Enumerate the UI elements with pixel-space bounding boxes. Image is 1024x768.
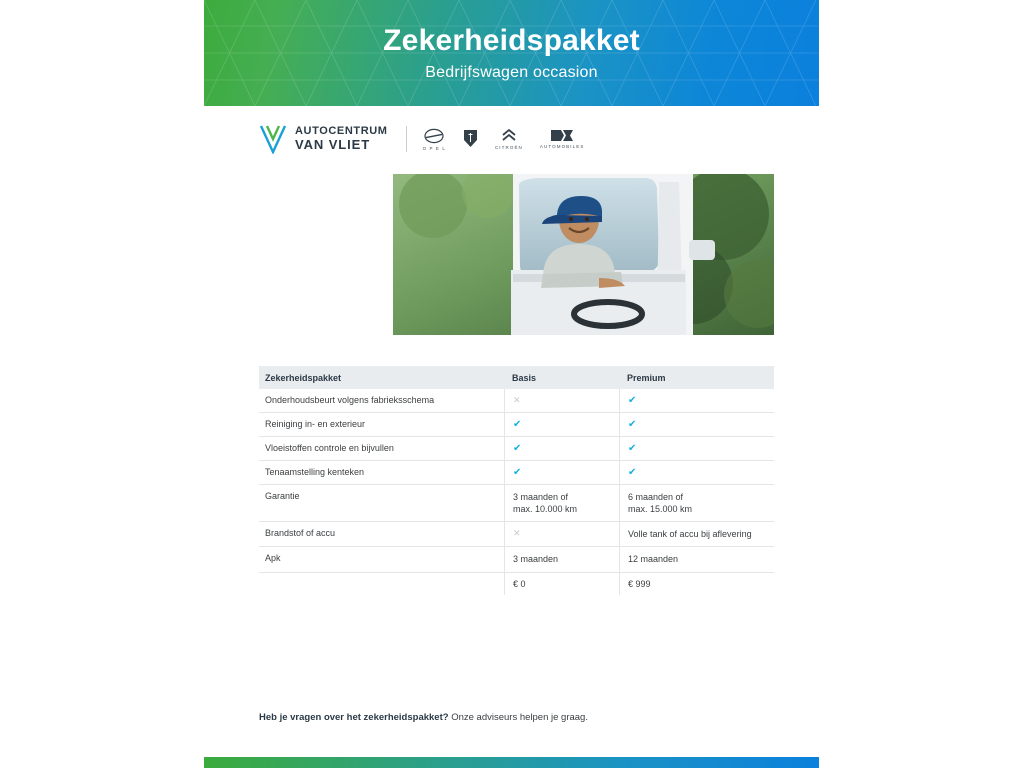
- row-feature: Tenaamstelling kenteken: [265, 467, 365, 477]
- table-row: [259, 389, 774, 413]
- brand-divider: [406, 126, 407, 152]
- row-basis: [504, 461, 619, 484]
- price-feature: [259, 573, 504, 595]
- row-basis: [504, 413, 619, 436]
- row-premium: [619, 413, 774, 436]
- row-basis: [504, 389, 619, 412]
- row-feature: Reiniging in- en exterieur: [265, 419, 366, 429]
- opel-label: O P E L: [422, 145, 446, 151]
- partner-citroen: [495, 128, 523, 150]
- row-basis: [504, 485, 619, 521]
- row-premium: [619, 389, 774, 412]
- table-header-row: [259, 366, 774, 389]
- peugeot-icon: [463, 129, 478, 148]
- package-comparison-table: [259, 366, 774, 595]
- cross-icon: ✕: [513, 528, 521, 539]
- cross-icon: ✕: [513, 395, 521, 405]
- citroen-icon: [500, 128, 518, 143]
- row-premium-line1: Volle tank of accu bij aflevering: [628, 529, 752, 540]
- row-premium-line2: max. 15.000 km: [628, 504, 693, 515]
- table-row: [259, 413, 774, 437]
- header-feature: Zekerheidspakket: [265, 373, 342, 383]
- row-basis: [504, 547, 619, 571]
- footer-bar: [204, 757, 819, 768]
- row-premium: [619, 547, 774, 571]
- row-feature: Garantie: [265, 491, 300, 501]
- page-title: Zekerheidspakket: [383, 24, 640, 57]
- check-icon: ✔: [628, 467, 637, 478]
- row-feature: Brandstof of accu: [265, 528, 336, 539]
- brand-row: [259, 121, 799, 157]
- hero-photo: [393, 174, 774, 335]
- citroen-label: CITROËN: [494, 145, 523, 150]
- row-feature: Onderhoudsbeurt volgens fabrieksschema: [265, 395, 435, 405]
- ds-automobiles-icon: [550, 129, 574, 142]
- price-premium: € 999: [619, 573, 774, 595]
- header-basis: Basis: [512, 373, 537, 383]
- row-premium: [619, 461, 774, 484]
- row-basis: [504, 522, 619, 546]
- row-premium: [619, 437, 774, 460]
- hero-photo-image: [393, 174, 774, 335]
- table-row: [259, 485, 774, 522]
- check-icon: ✔: [513, 467, 522, 478]
- table-price-row: [259, 573, 774, 595]
- van-vliet-logo-icon: [259, 124, 287, 154]
- partner-logos: [423, 128, 585, 151]
- van-vliet-wordmark: [295, 126, 388, 151]
- partner-peugeot: [463, 129, 478, 150]
- check-icon: ✔: [628, 419, 637, 430]
- row-basis-line1: 3 maanden: [513, 554, 559, 565]
- row-premium-line1: 12 maanden: [628, 554, 679, 565]
- header-premium: Premium: [627, 373, 666, 383]
- table-row: [259, 437, 774, 461]
- row-premium: [619, 485, 774, 521]
- footer-question-rest: Onze adviseurs helpen je graag.: [448, 712, 588, 723]
- opel-icon: [424, 128, 444, 144]
- table-row: [259, 522, 774, 547]
- row-feature: Apk: [265, 553, 281, 564]
- price-basis: € 0: [504, 573, 619, 595]
- check-icon: ✔: [513, 419, 522, 430]
- logo-line-2: VAN VLIET: [295, 136, 371, 152]
- partner-ds: [540, 129, 585, 149]
- check-icon: ✔: [513, 443, 522, 454]
- check-icon: ✔: [628, 395, 637, 406]
- partner-opel: [423, 128, 446, 151]
- row-basis: [504, 437, 619, 460]
- row-feature: Vloeistoffen controle en bijvullen: [265, 443, 394, 453]
- row-basis-line1: 3 maanden of: [513, 492, 569, 502]
- footer-question-bold: Heb je vragen over het zekerheidspakket?: [259, 712, 449, 723]
- table-row: [259, 461, 774, 485]
- table-row: [259, 547, 774, 572]
- row-premium: [619, 522, 774, 546]
- footer-question: [259, 712, 588, 723]
- row-basis-line2: max. 10.000 km: [513, 504, 578, 515]
- row-premium-line1: 6 maanden of: [628, 492, 684, 502]
- page-subtitle: Bedrijfswagen occasion: [425, 64, 598, 81]
- check-icon: ✔: [628, 443, 637, 454]
- logo-line-1: AUTOCENTRUM: [295, 125, 388, 138]
- header-banner: [204, 0, 819, 106]
- ds-label: AUTOMOBILES: [539, 144, 585, 149]
